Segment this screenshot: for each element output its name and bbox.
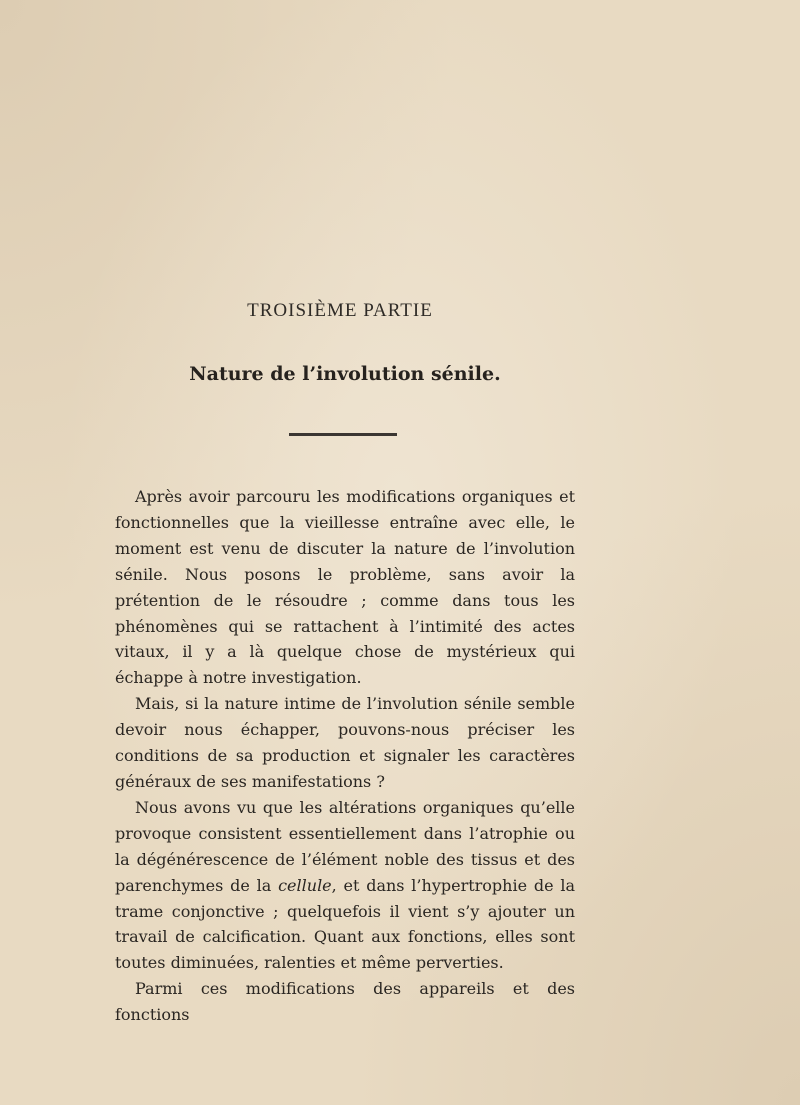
paragraph	[115, 484, 575, 691]
title-divider	[289, 433, 397, 436]
paragraph-text: , et dans l’hypertrophie de la trame conjonctive ; quelquefois il vient s’y ajouter un travail de calcification. Quant aux fonctions, elles sont toutes diminuées, ralenties et même perverties.	[115, 875, 575, 973]
paragraph-text: Nous avons vu que les altérations organiques qu’elle provoque consistent essentiellement dans l’atrophie ou la dégénérescence de l’élément noble des tissus et des parenchymes de la	[115, 797, 575, 895]
paragraph	[115, 795, 575, 976]
paragraph-text: Mais, si la nature intime de l’involution sénile semble devoir nous échapper, pouvons-nous préciser les conditions de sa production et signaler les caractères généraux de ses manifestations ?	[115, 694, 575, 791]
body-text	[115, 484, 575, 1028]
paragraph-text: Après avoir parcouru les modifications organiques et fonctionnelles que la vieillesse entraîne avec elle, le moment est venu de discuter la nature de l’involution sénile. Nous posons le problème, sans avoir la prétention de le résoudre ; comme dans tous les phénomènes qui se rattachent à l’intimité des actes vitaux, il y a là quelque chose de mystérieux qui échappe à notre investigation.	[115, 487, 575, 688]
paragraph	[115, 976, 575, 1028]
paragraph	[115, 691, 575, 795]
italic-term: cellule	[278, 875, 332, 895]
chapter-title: Nature de l’involution sénile.	[189, 363, 501, 385]
part-title: TROISIÈME PARTIE	[247, 300, 433, 321]
paragraph-text: Parmi ces modifications des appareils et des fonctions	[115, 979, 575, 1025]
